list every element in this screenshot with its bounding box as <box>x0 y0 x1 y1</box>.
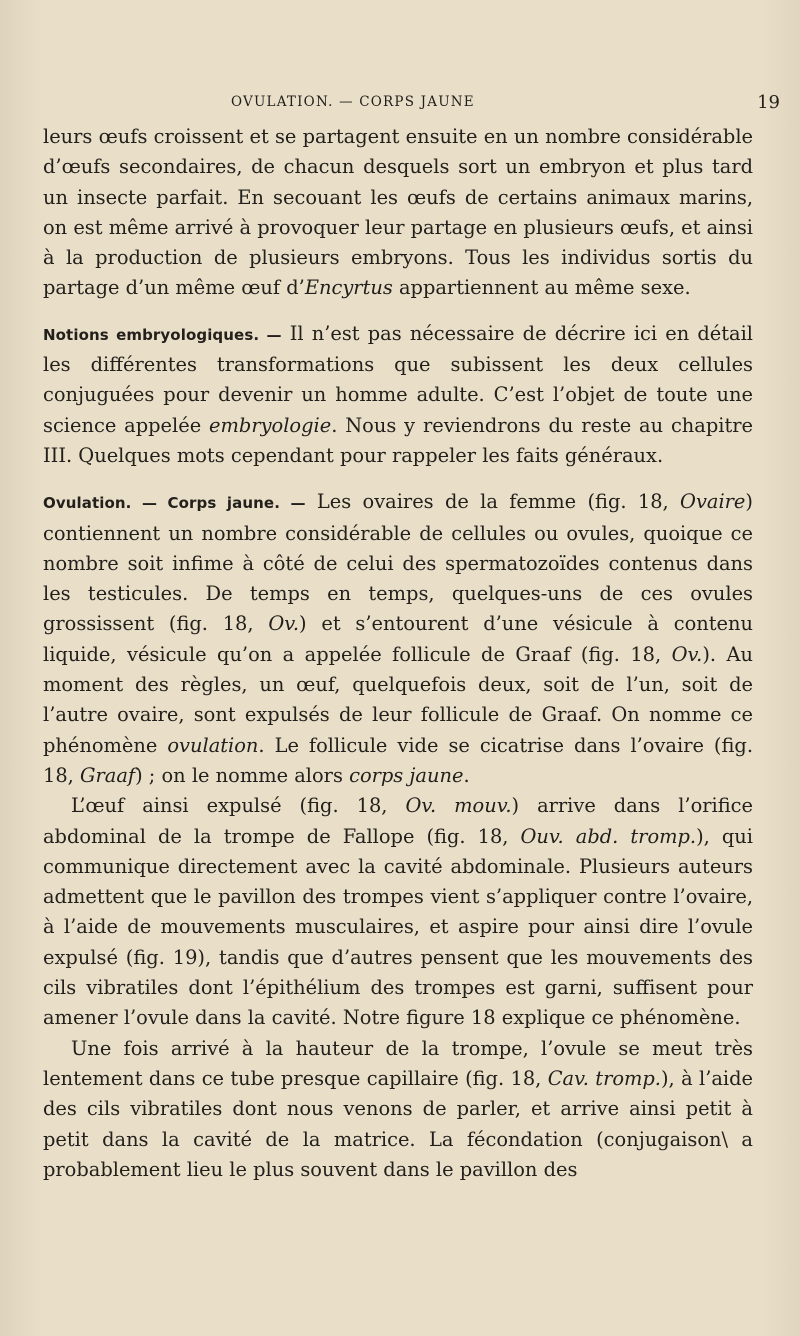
italic-term: Cav. tromp. <box>547 1066 661 1090</box>
text-run: . <box>463 763 470 787</box>
page-header <box>40 94 780 118</box>
text-run: ) contiennent un nombre considérable de cellules ou ovules, quoique ce nombre soit infime à côté de celui des spermatozoïdes contenus dans les testicules. De temps en temps, quelques-uns de ces ovules grossissent (fig. 18, <box>43 490 753 636</box>
paragraph-notions-embryologiques <box>43 319 753 471</box>
section-heading: Notions embryologiques. — <box>43 325 282 344</box>
page-number: 19 <box>757 92 780 113</box>
text-run: ), qui communique directement avec la cavité abdominale. Plusieurs auteurs admettent que le pavillon des trompes vient s’appliquer contre l’ovaire, à l’aide de mouvements musculaires, et aspire pour ainsi dire l’ovule expulsé (fig. 19), tandis que d’autres pensent que les mouvements des cils vibratiles dont l’épithélium des trompes est garni, suffisent pour amener l’ovule dans la cavité. Notre figure 18 explique ce phénomène. <box>43 824 753 1030</box>
italic-term: ovulation <box>167 733 259 757</box>
italic-term: Ouv. abd. tromp. <box>520 824 697 848</box>
section-heading: Ovulation. — Corps jaune. — <box>43 494 306 513</box>
italic-term: Ov. mouv. <box>405 794 512 818</box>
text-run: ) et s’entourent d’une vésicule à contenu liquide, vésicule qu’on a appelée follicule de Graaf (fig. 18, <box>43 612 753 666</box>
text-run: ) arrive dans l’orifice abdominal de la trompe de Fallope (fig. 18, <box>43 794 753 848</box>
italic-term: corps jaune <box>349 763 464 787</box>
text-run: . Le follicule vide se cicatrise dans l’ovaire (fig. 18, <box>43 733 754 787</box>
text-run: Les ovaires de la femme (fig. 18, <box>305 490 681 514</box>
paragraph-oeuf-expulse <box>43 791 753 1033</box>
paragraph-trompe <box>43 1034 753 1185</box>
italic-term: Ov. <box>671 642 703 666</box>
italic-term: Encyrtus <box>304 276 393 300</box>
text-run: L’œuf ainsi expulsé (fig. 18, <box>71 794 406 818</box>
running-title: OVULATION. — CORPS JAUNE <box>231 94 475 110</box>
text-run: . Nous y reviendrons du reste au chapitre III. Quelques mots cependant pour rappeler les faits généraux. <box>43 413 754 467</box>
paragraph-ovulation <box>43 487 753 791</box>
italic-term: Ov. <box>268 612 300 636</box>
text-run: ), à l’aide des cils vibratiles dont nous venons de parler, et arrive ainsi petit à petit dans la cavité de la matrice. La fécondation (conjugaison\ a probablement lieu le plus souvent dans le pavillon des <box>43 1066 754 1181</box>
italic-term: Ovaire <box>680 490 746 514</box>
text-run: leurs œufs croissent et se partagent ensuite en un nombre considérable d’œufs secondaires, de chacun desquels sort un embryon et plus tard un insecte parfait. En secouant les œufs de certains animaux marins, on est même arrivé à provoquer leur partage en plusieurs œufs, et ainsi à la production de plusieurs embryons. Tous les individus sortis du partage d’un même œuf d’ <box>43 125 753 300</box>
text-run: Il n’est pas nécessaire de décrire ici en détail les différentes transformations que subissent les deux cellules conjuguées pour devenir un homme adulte. C’est l’objet de toute une science appelée <box>43 321 753 437</box>
page-body <box>43 122 753 1185</box>
italic-term: Graaf <box>80 763 136 787</box>
text-run: ) ; on le nomme alors <box>135 763 350 787</box>
text-run: ). Au moment des règles, un œuf, quelquefois deux, soit de l’un, soit de l’autre ovaire, sont expulsés de leur follicule de Graaf. On nomme ce phénomène <box>43 642 753 757</box>
text-run: appartiennent au même sexe. <box>392 276 691 300</box>
italic-term: embryologie <box>209 413 332 437</box>
paragraph-intro-continuation <box>43 122 753 304</box>
text-run: Une fois arrivé à la hauteur de la trompe, l’ovule se meut très lentement dans ce tube presque capillaire (fig. 18, <box>43 1036 753 1090</box>
